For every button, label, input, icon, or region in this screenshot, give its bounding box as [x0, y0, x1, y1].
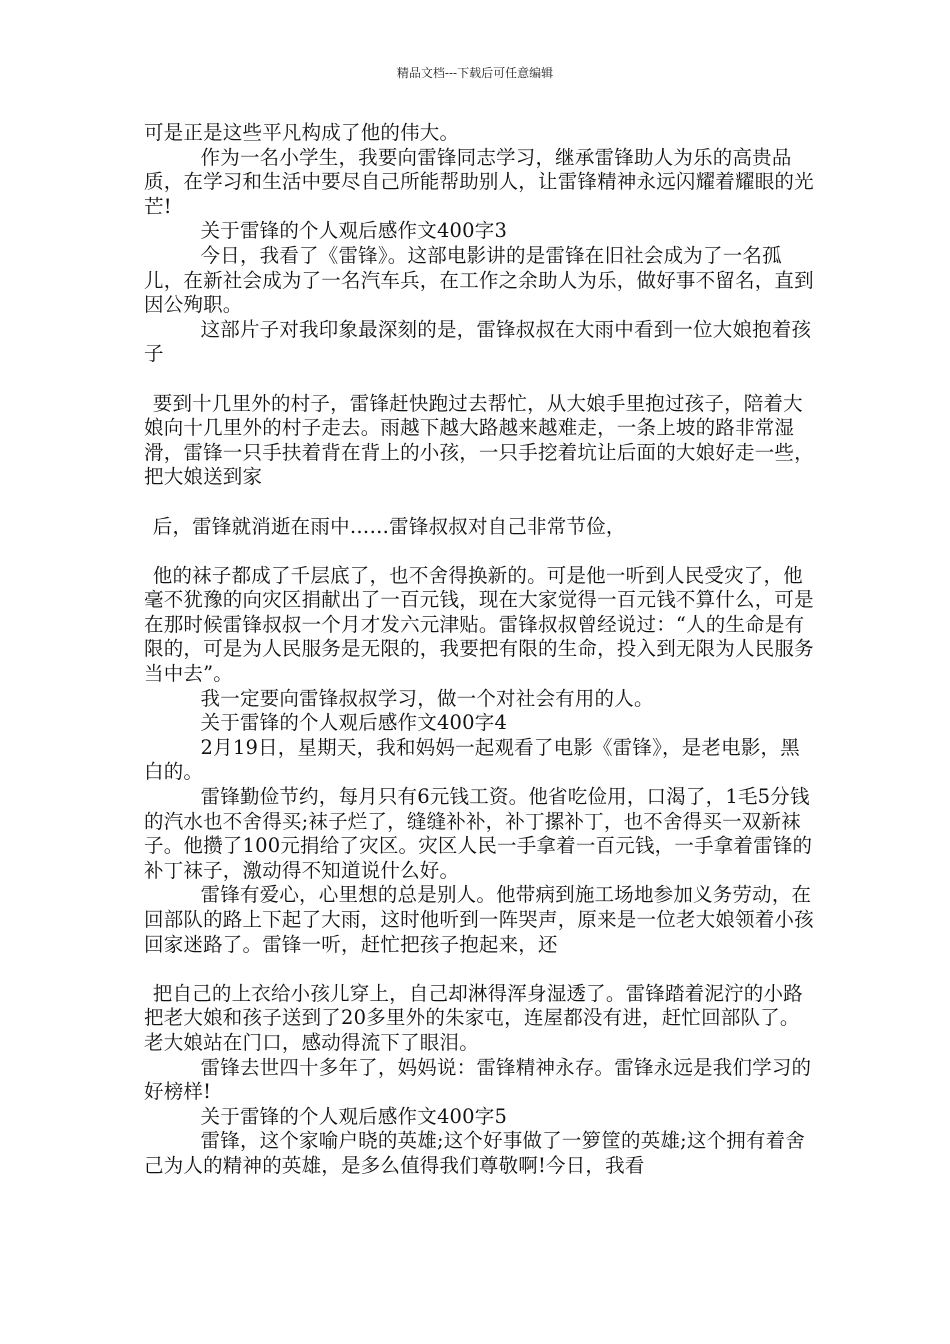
paragraph: 雷锋勤俭节约，每月只有6元钱工资。他省吃俭用，口渴了，1毛5分钱的汽水也不舍得买;袜子烂了，缝缝补补，补丁摞补丁，也不舍得买一双新袜子。他攒了100元捐给了灾区。灾区人民一手拿着一百元钱，一手拿着雷锋的补丁袜子，激动得不知道说什么好。: [144, 785, 813, 882]
paragraph: 要到十几里外的村子，雷锋赶快跑过去帮忙，从大娘手里抱过孩子，陪着大娘向十几里外的村子走去。雨越下越大路越来越难走，一条上坡的路非常湿滑，雷锋一只手扶着背在背上的小孩，一只手挖着坑让后面的大娘好走一些，把大娘送到家: [144, 391, 814, 489]
paragraph: 雷锋去世四十多年了，妈妈说：雷锋精神永存。雷锋永远是我们学习的好榜样!: [144, 1055, 812, 1104]
paragraph: 我一定要向雷锋叔叔学习，做一个对社会有用的人。: [200, 686, 654, 710]
paragraph: 作为一名小学生，我要向雷锋同志学习，继承雷锋助人为乐的高贵品质，在学习和生活中要尽自己所能帮助别人，让雷锋精神永远闪耀着耀眼的光芒!: [144, 145, 814, 218]
paragraph: 今日，我看了《雷锋》。这部电影讲的是雷锋在旧社会成为了一名孤儿，在新社会成为了一名汽车兵，在工作之余助人为乐，做好事不留名，直到因公殉职。: [144, 243, 814, 317]
paragraph: 后，雷锋就消逝在雨中……雷锋叔叔对自己非常节俭，: [152, 514, 626, 538]
paragraph: 2月19日，星期天，我和妈妈一起观看了电影《雷锋》，是老电影，黑白的。: [144, 735, 800, 784]
section-heading: 关于雷锋的个人观后感作文400字3: [200, 219, 508, 243]
paragraph: 这部片子对我印象最深刻的是，雷锋叔叔在大雨中看到一位大娘抱着孩子: [144, 317, 812, 366]
paragraph: 把自己的上衣给小孩儿穿上，自己却淋得浑身湿透了。雷锋踏着泥泞的小路把老大娘和孩子送到了20多里外的朱家屯，连屋都没有进，赶忙回部队了。老大娘站在门口，感动得流下了眼泪。: [144, 981, 803, 1054]
paragraph: 雷锋有爱心，心里想的总是别人。他带病到施工场地参加义务劳动，在回部队的路上下起了大雨，这时他听到一阵哭声，原来是一位老大娘领着小孩回家迷路了。雷锋一听，赶忙把孩子抱起来，还: [144, 883, 814, 956]
paragraph: 可是正是这些平凡构成了他的伟大。: [144, 121, 460, 144]
page-header: 精品文档---下载后可任意编辑: [396, 66, 554, 80]
section-heading: 关于雷锋的个人观后感作文400字4: [200, 711, 508, 735]
document-body: [144, 121, 814, 1179]
paragraph: 他的袜子都成了千层底了，也不舍得换新的。可是他一听到人民受灾了，他毫不犹豫的向灾区捐献出了一百元钱，现在大家觉得一百元钱不算什么，可是在那时候雷锋叔叔一个月才发六元津贴。雷锋叔叔曾经说过：“人的生命是有限的，可是为人民服务是无限的，我要把有限的生命，投入到无限为人民服务当中去”。: [144, 563, 814, 686]
section-heading: 关于雷锋的个人观后感作文400字5: [200, 1104, 508, 1128]
paragraph: 雷锋，这个家喻户晓的英雄;这个好事做了一箩筐的英雄;这个拥有着舍己为人的精神的英雄，是多么值得我们尊敬啊!今日，我看: [144, 1129, 806, 1177]
